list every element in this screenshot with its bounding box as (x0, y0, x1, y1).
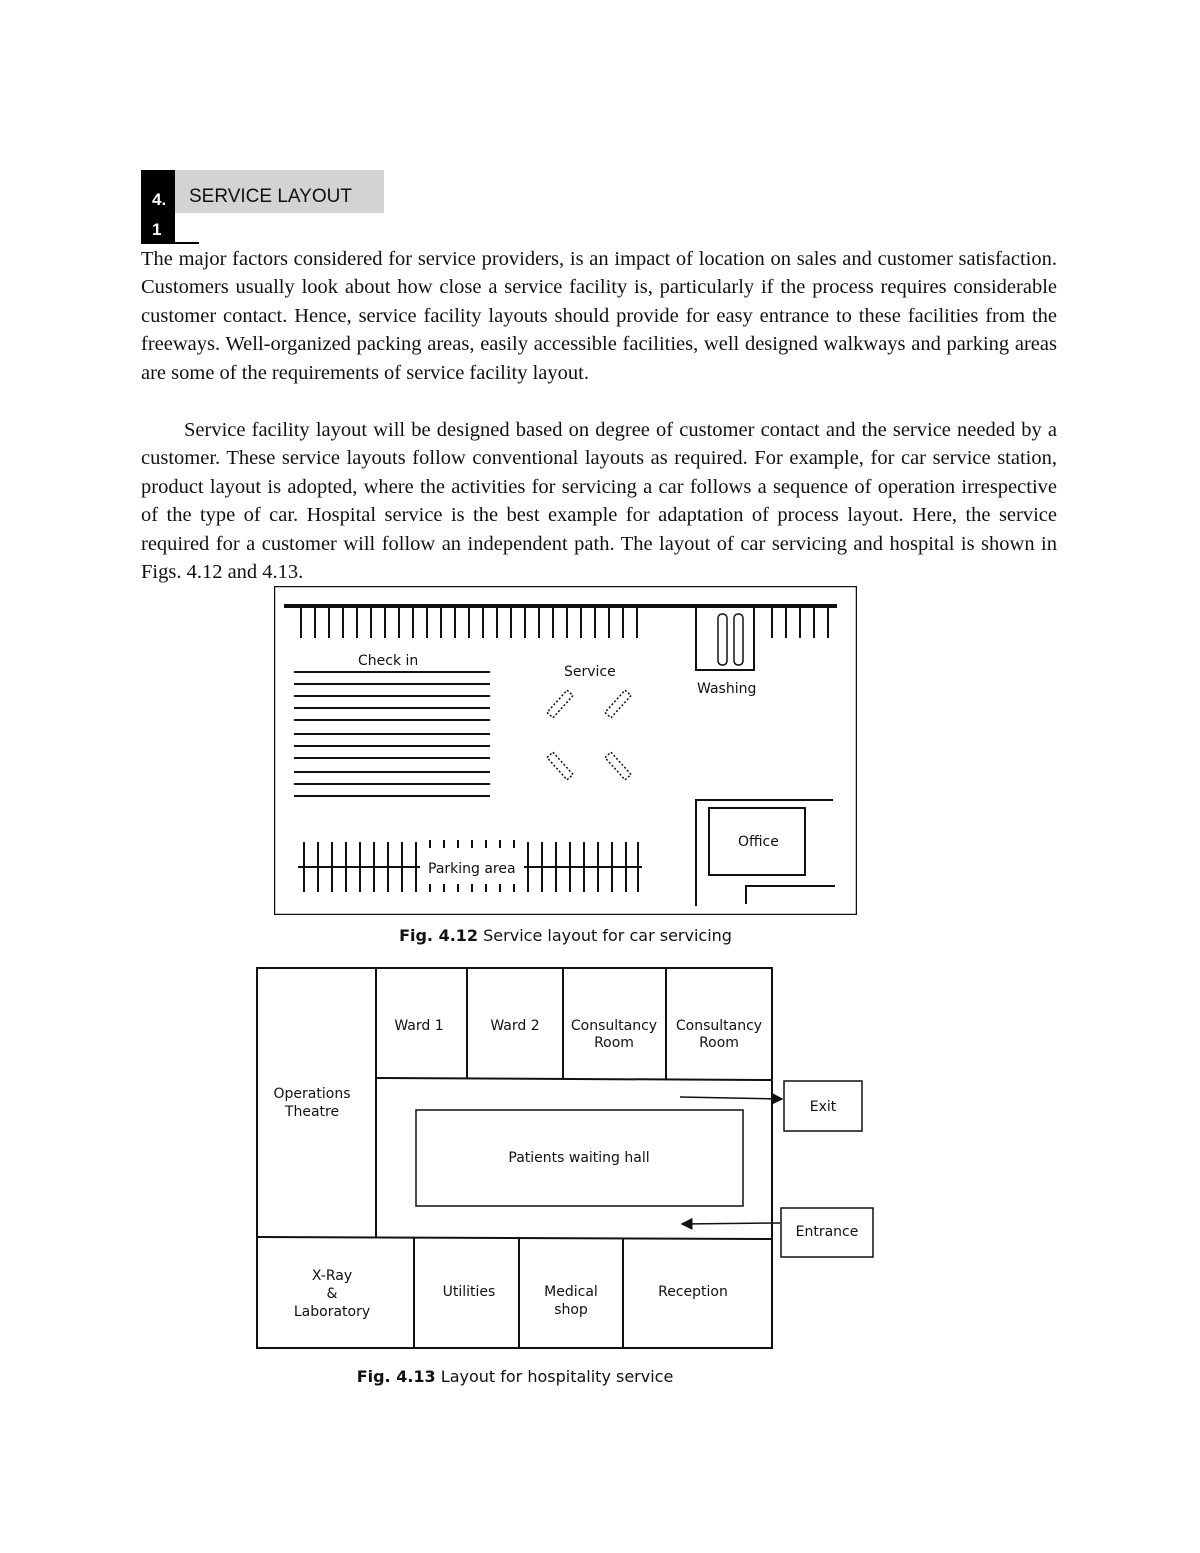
car-layout-border (275, 587, 857, 915)
xray-line3: Laboratory (293, 1304, 371, 1320)
waiting-hall-label: Patients waiting hall (508, 1150, 650, 1166)
parking-label: Parking area (428, 861, 516, 877)
hospital-layout-diagram (250, 960, 890, 1355)
operations-theatre-line1: Operations (273, 1086, 351, 1102)
paragraph-1: The major factors considered for service providers, is an impact of location on sales and customer satisfaction. Customers usually look about how close a service facility is, particularly if the process requires considerable customer contact. Hence, service facility layouts should provide for easy entrance to these facilities from the freeways. Well-organized packing areas, easily accessible facilities, well designed walkways and parking areas are some of the requirements of service facility layout. (141, 248, 1057, 384)
consultancy-room-2-line2: Room (699, 1035, 739, 1051)
consultancy-room-1-line1: Consultancy (570, 1018, 658, 1034)
top-bays-left (301, 608, 637, 638)
operations-theatre-line2: Theatre (284, 1104, 340, 1120)
washing-bay (696, 608, 754, 670)
paragraph-2: Service facility layout will be designed based on degree of customer contact and the service needed by a customer. These service layouts follow conventional layouts as required. For example, for car service station, product layout is adopted, where the activities for servicing a car follows a sequence of operation irrespective of the type of car. Hospital service is the best example for adaptation of process layout. Here, the service required for a customer will follow an independent path. The layout of car servicing and hospital is shown in Figs. 4.12 and 4.13. (141, 419, 1057, 584)
exit-arrow (680, 1097, 782, 1099)
check-in-lanes (294, 672, 490, 796)
ward-2-label: Ward 2 (490, 1018, 540, 1034)
top-bays-right (772, 608, 828, 638)
service-label: Service (564, 664, 616, 680)
exit-label: Exit (809, 1099, 837, 1115)
xray-line2: & (326, 1286, 338, 1302)
section-number-line1: 4. (152, 190, 167, 209)
car-service-layout-diagram (274, 586, 857, 915)
figure-4-13-caption (257, 1367, 773, 1386)
medical-shop-line1: Medical (544, 1284, 598, 1300)
figure-4-12-caption (274, 926, 857, 945)
xray-line1: X-Ray (311, 1268, 353, 1284)
figure-4-13-text: Layout for hospitality service (435, 1367, 674, 1386)
entrance-arrow (682, 1223, 780, 1224)
figure-4-13-number: Fig. 4.13 (356, 1367, 436, 1386)
washing-label: Washing (697, 681, 757, 697)
ward-1-label: Ward 1 (394, 1018, 444, 1034)
consultancy-room-2-line1: Consultancy (675, 1018, 763, 1034)
section-number-line2: 1 (152, 220, 162, 239)
medical-shop-line2: shop (554, 1302, 588, 1318)
check-in-label: Check in (358, 653, 419, 669)
figure-4-12-text: Service layout for car servicing (478, 926, 732, 945)
reception-label: Reception (658, 1284, 728, 1300)
section-rule-bottom (141, 242, 199, 244)
section-title: SERVICE LAYOUT (189, 186, 352, 207)
entrance-label: Entrance (795, 1224, 859, 1240)
figure-4-12-number: Fig. 4.12 (399, 926, 479, 945)
service-ramps (547, 690, 631, 780)
consultancy-room-1-line2: Room (594, 1035, 634, 1051)
utilities-label: Utilities (442, 1284, 496, 1300)
office-label: Office (738, 834, 779, 850)
office-walls (696, 800, 835, 906)
